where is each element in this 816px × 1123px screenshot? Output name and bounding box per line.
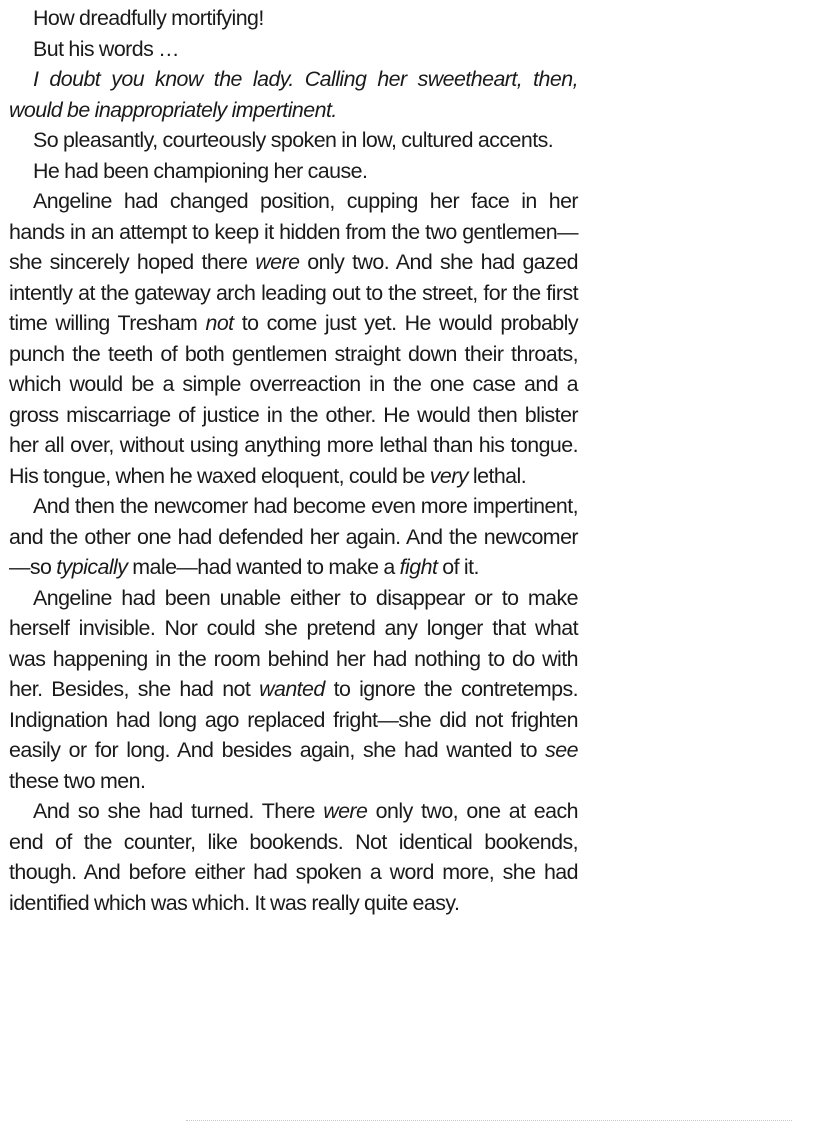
paragraph-9 [9, 796, 578, 918]
text-run: And then the newcomer had become even more impertinent, and the other one had defended her again. And the newcomer—so [9, 494, 578, 579]
paragraph-2 [9, 34, 578, 65]
text-run: to ignore the contretemps. Indignation had long ago replaced fright—she did not frighten easily or for long. And besides again, she had wanted to [9, 677, 578, 762]
italic-run: wanted [259, 677, 325, 701]
paragraph-5 [9, 156, 578, 187]
italic-run: I doubt you know the lady. Calling her sweetheart, then, would be inappropriately impertinent. [9, 67, 578, 122]
text-run: Angeline had been unable either to disappear or to make herself invisible. Nor could she pretend any longer that what was happening in the room behind her had nothing to do with her. Besides, she had not [9, 585, 578, 701]
text-run: He had been championing her cause. [33, 158, 368, 183]
text-run: to come just yet. He would probably punch the teeth of both gentlemen straight down their throats, which would be a simple overreaction in the one case and a gross miscarriage of justice in the other. He would then blister her all over, without using anything more lethal than his tongue. His tongue, when he waxed eloquent, could be [9, 311, 579, 488]
italic-run: very [429, 463, 468, 488]
text-run: lethal. [468, 463, 527, 488]
paragraph-4 [9, 125, 578, 156]
paragraph-1 [9, 3, 578, 34]
text-run: these two men. [9, 768, 146, 793]
text-run: And so she had turned. There [33, 799, 324, 823]
book-page [9, 3, 578, 918]
italic-run: not [205, 311, 234, 335]
paragraph-7 [9, 491, 578, 583]
page-bottom-divider [186, 1120, 792, 1121]
paragraph-6 [9, 186, 578, 491]
text-run: only two, one at each end of the counter, like bookends. Not identical bookends, though. And before either had spoken a word more, she had identified which was which. It was really quite easy. [9, 799, 578, 915]
italic-run: fight [399, 555, 438, 579]
italic-run: were [255, 250, 300, 274]
italic-run: typically [56, 555, 128, 579]
text-run: So pleasantly, courteously spoken in low, cultured accents. [33, 128, 554, 152]
text-run: How dreadfully mortifying! [33, 6, 264, 30]
text-run: only two. And she had gazed intently at the gateway arch leading out to the street, for the first time willing Tresham [9, 250, 578, 335]
italic-run: see [545, 738, 578, 762]
text-run: But his words … [33, 36, 179, 61]
text-run: Angeline had changed position, cupping her face in her hands in an attempt to keep it hidden from the two gentlemen—she sincerely hoped there [9, 189, 578, 274]
paragraph-8 [9, 583, 578, 797]
paragraph-3 [9, 64, 578, 125]
text-run: male—had wanted to make a [127, 555, 400, 579]
italic-run: were [323, 799, 368, 823]
text-run: of it. [437, 555, 479, 579]
